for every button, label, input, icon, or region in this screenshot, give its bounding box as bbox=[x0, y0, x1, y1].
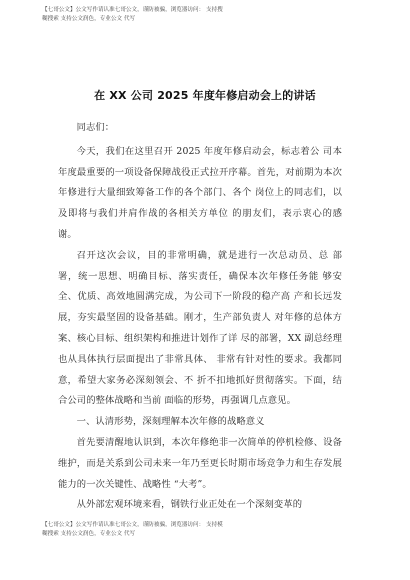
header-line-2: 糊搜索 支持公文润色，专业公文 代写 bbox=[42, 16, 136, 22]
header-line-1: 【七哥公文】公文写作请认准七哥公文，谨防被骗，浏览器访问： 支持搜 bbox=[42, 7, 223, 13]
paragraph: 召开这次会议，目的非常明确，就是进行一次总动员、总 部署，统一思想、明确目标、落实责任，确保本次年修任务能 够安全、优质、高效地圆满完成，为公司下一阶段的稳产高 产和长远发展，夯实最坚固的设备基础。刚才，生产部负责人 对年修的总体方案、核心目标、组织架构和推进计划作了详 尽的部署，XX 副总经理也从具体执行层面提出了非常具体、 非常有针对性的要求。我都同意，希望大家务必深刻领会、不 折不扣地抓好贯彻落实。下面，结合公司的整体战略和当前 面临的形势，再强调几点意见。 bbox=[58, 249, 342, 407]
footer-line-1: 【七哥公文】公文写作请认准七哥公文，谨防被骗，浏览器访问： 支持模 bbox=[42, 522, 223, 528]
paragraph: 从外部宏观环境来看，钢铁行业正处在一个深刻变革的 bbox=[76, 499, 303, 511]
paragraph: 今天，我们在这里召开 2025 年度年修启动会，标志着公 司本年度最重要的一项设备保障战役正式拉开序幕。首先，对前期为本次年修进行大量细致筹备工作的各个部门、各个 岗位上的同志们，以及即将与我们并肩作战的各相关方单位 的朋友们，表示衷心的感谢。 bbox=[58, 145, 342, 240]
greeting: 同志们： bbox=[76, 122, 115, 133]
page-footer bbox=[42, 521, 382, 539]
document-title: 在 XX 公司 2025 年度年修启动会上的讲话 bbox=[94, 89, 316, 102]
paragraph: 首先要清醒地认识到，本次年修绝非一次简单的停机检修、设备维护，而是关系到公司未来一年乃至更长时期市场竞争力和生存发展能力的一次关键性、战略性 “大考”。 bbox=[58, 436, 342, 490]
footer-line-2: 糊搜索 支持公文润色，专业公文 代写 bbox=[42, 531, 136, 537]
page-header bbox=[42, 6, 382, 24]
document-body bbox=[58, 118, 342, 516]
section-heading: 一、认清形势，深刻理解本次年修的战略意义 bbox=[76, 416, 265, 428]
